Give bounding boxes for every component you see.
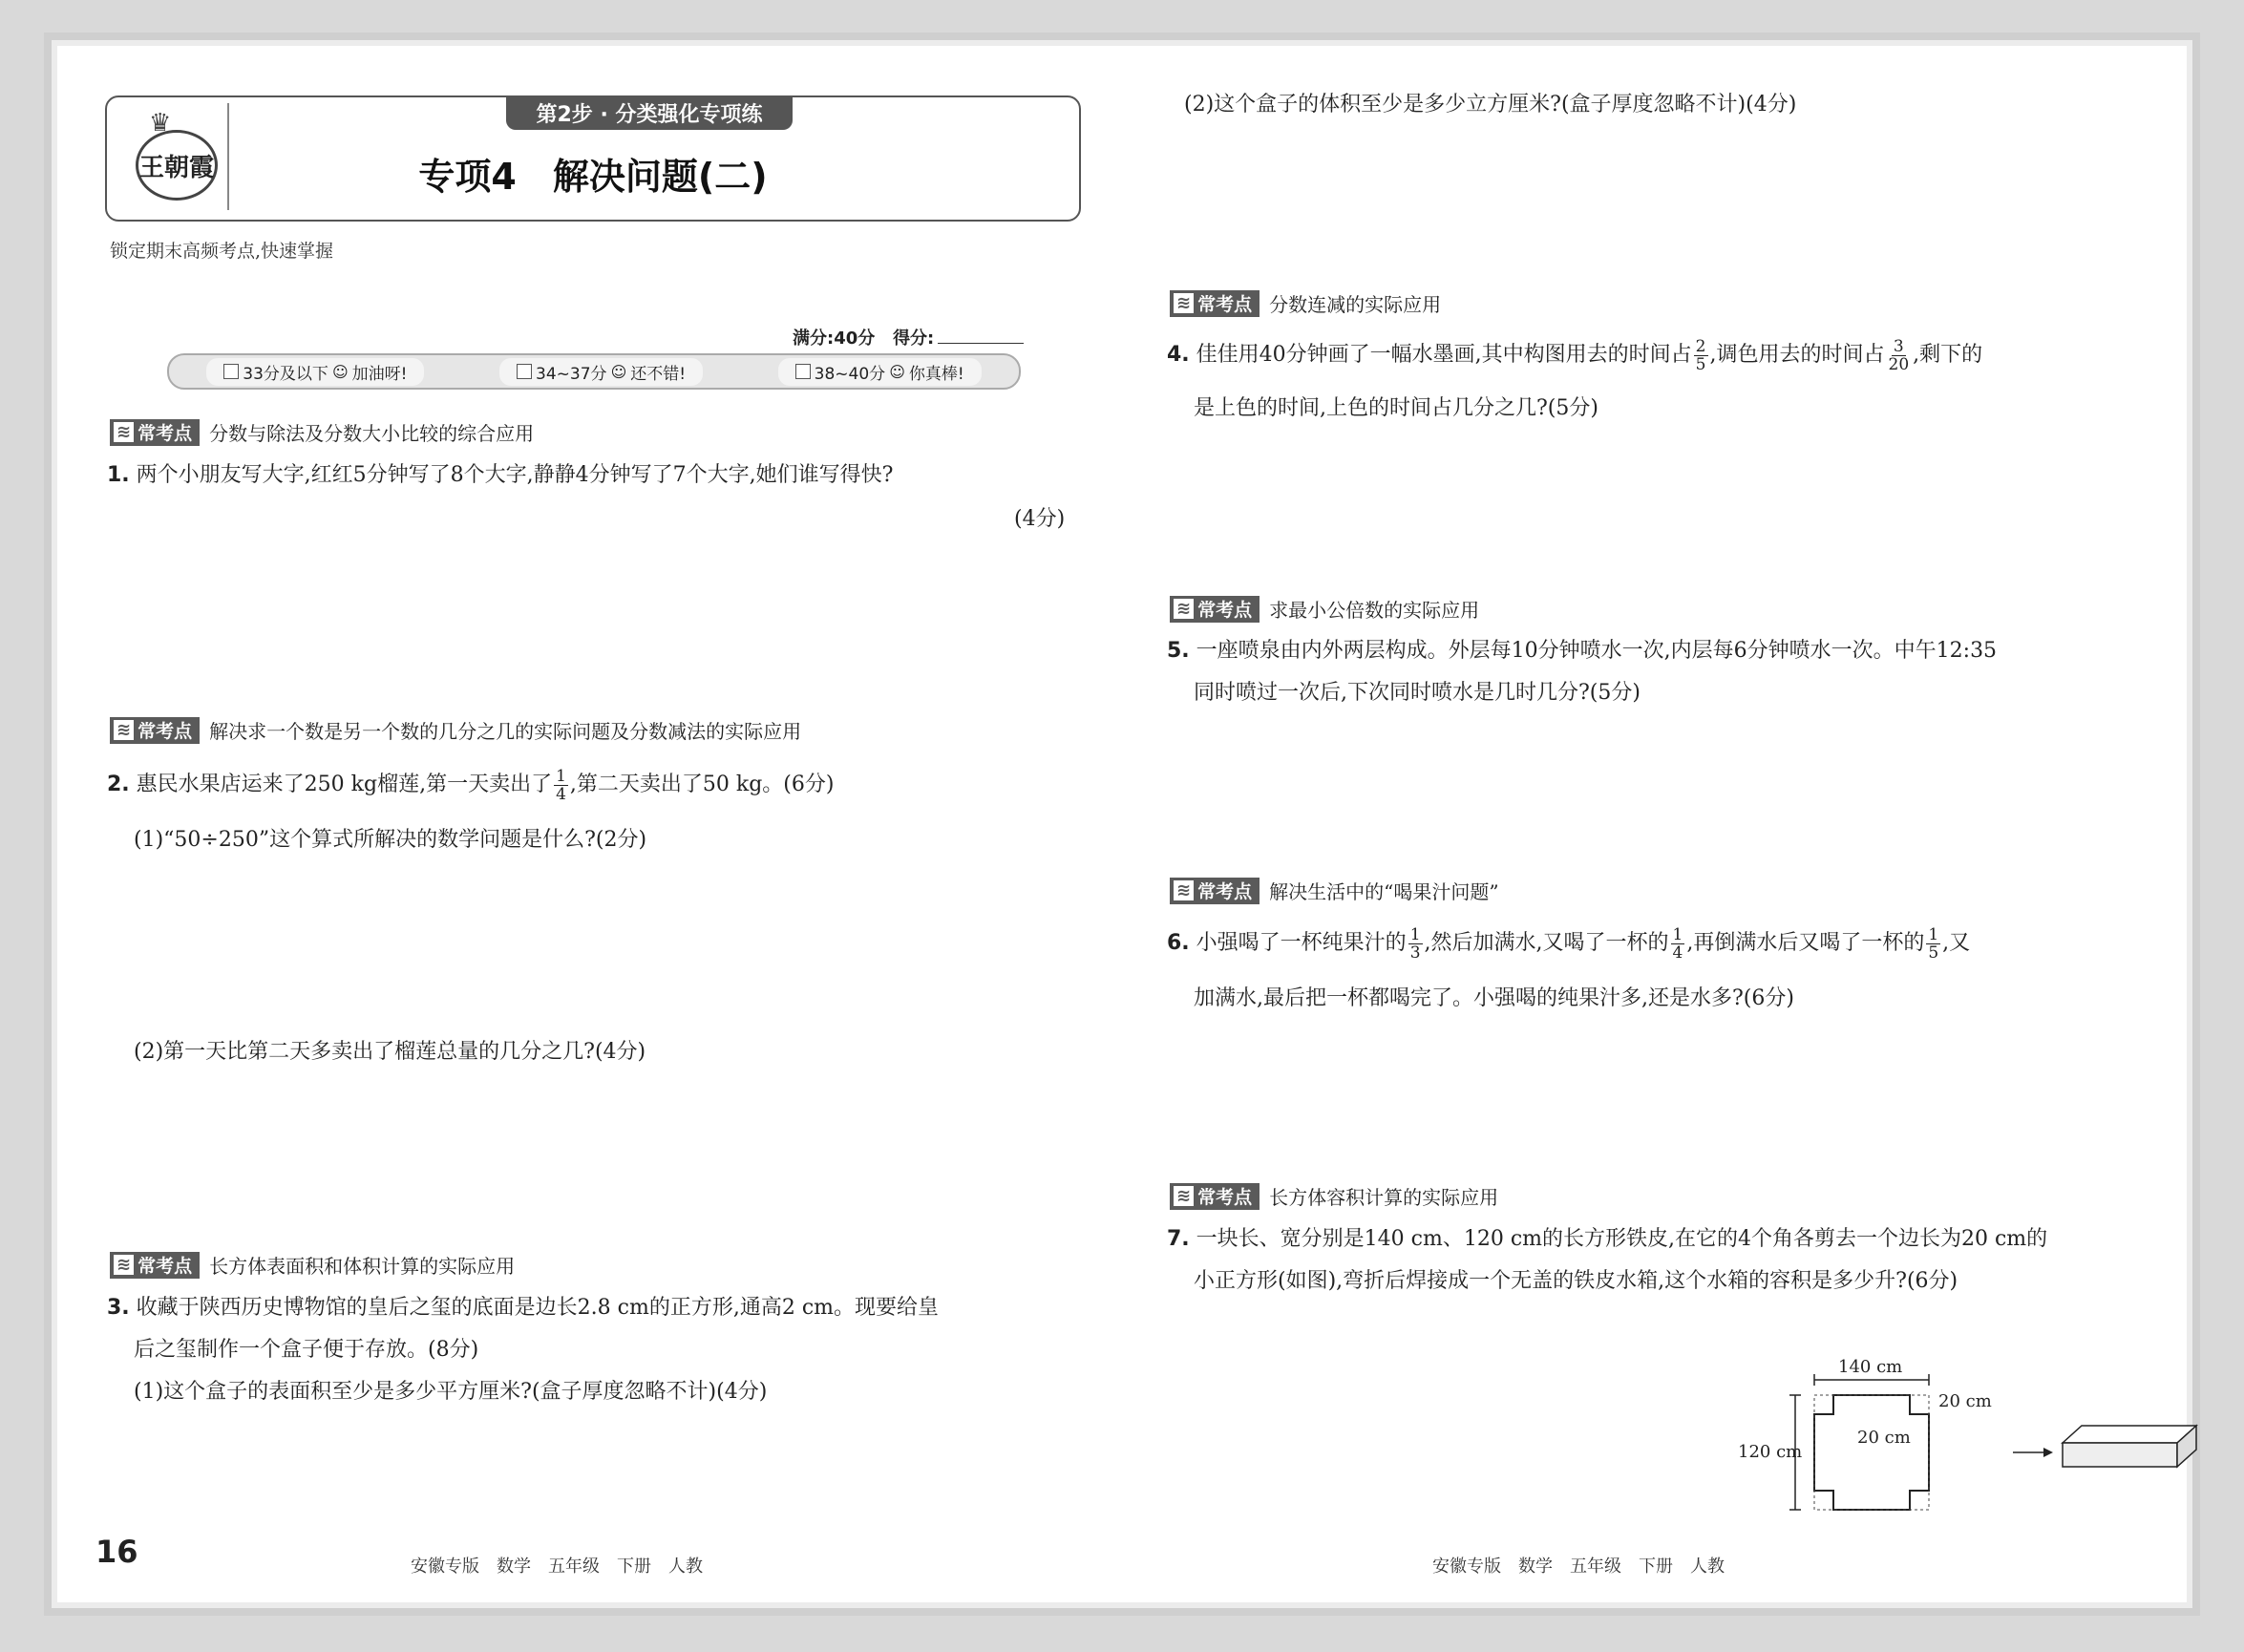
- rating-comment: 还不错!: [630, 364, 687, 384]
- score-line: [793, 325, 1024, 349]
- question-7-line-2: 小正方形(如图),弯折后焊接成一个无盖的铁皮水箱,这个水箱的容积是多少升?(6分): [1194, 1269, 1958, 1293]
- rating-item[interactable]: [778, 358, 982, 386]
- rating-item[interactable]: [206, 358, 424, 386]
- question-2-part-1: (1)“50÷250”这个算式所解决的数学问题是什么?(2分): [134, 828, 647, 852]
- metal-sheet: [1738, 1357, 1992, 1510]
- topic-tag: [110, 716, 801, 744]
- waves-icon: ≋: [114, 720, 134, 740]
- question-3-line-2: 后之玺制作一个盒子便于存放。(8分): [134, 1338, 479, 1362]
- question-text: 惠民水果店运来了250 kg榴莲,第一天卖出了: [136, 773, 553, 796]
- topic-tag: [1170, 877, 1499, 904]
- question-7: [1167, 1218, 2047, 1260]
- width-label: 120 cm: [1738, 1442, 1803, 1462]
- question-5-line-2: 同时喷过一次后,下次同时喷水是几时几分?(5分): [1194, 681, 1641, 705]
- tagline: 锁定期末高频考点,快速掌握: [110, 241, 334, 262]
- fraction: $\frac{3}{20}$: [1888, 336, 1910, 374]
- topic-badge: ≋ 常考点: [1170, 290, 1260, 317]
- topic-text: 长方体表面积和体积计算的实际应用: [209, 1255, 516, 1278]
- topic-tag: [1170, 289, 1441, 317]
- length-label: 140 cm: [1838, 1357, 1903, 1377]
- topic-text: 解决求一个数是另一个数的几分之几的实际问题及分数减法的实际应用: [209, 720, 802, 743]
- question-text: ,再倒满水后又喝了一杯的: [1686, 931, 1925, 955]
- step-tab: 第2步 · 分类强化专项练: [506, 95, 793, 130]
- question-2: [107, 764, 834, 806]
- fraction: $\frac{2}{5}$: [1695, 336, 1706, 374]
- topic-text: 长方体容积计算的实际应用: [1269, 1186, 1499, 1209]
- corner-label-outer: 20 cm: [1938, 1391, 1992, 1411]
- left-page: [57, 46, 1089, 1602]
- question-text: 一块长、宽分别是140 cm、120 cm的长方形铁皮,在它的4个角各剪去一个边长为20 cm的: [1196, 1227, 2048, 1251]
- question-1: [107, 455, 893, 497]
- question-2-part-2: (2)第一天比第二天多卖出了榴莲总量的几分之几?(4分): [134, 1040, 646, 1064]
- waves-icon: ≋: [1174, 1186, 1194, 1206]
- logo-seal: 王朝霞: [136, 130, 218, 201]
- rating-label: 38~40分: [814, 364, 886, 384]
- topic-text: 解决生活中的“喝果汁问题”: [1269, 880, 1499, 903]
- rating-item[interactable]: [499, 358, 703, 386]
- fraction: $\frac{1}{4}$: [556, 766, 566, 804]
- topic-badge: ≋ 常考点: [110, 1252, 200, 1279]
- sheet-metal-diagram: [1738, 1357, 2215, 1514]
- topic-badge: ≋ 常考点: [1170, 596, 1260, 623]
- rating-comment: 你真棒!: [908, 364, 964, 384]
- question-text: ,第二天卖出了50 kg。(6分): [569, 773, 835, 796]
- workbook-spread: [57, 46, 2187, 1602]
- footer-left: 安徽专版 数学 五年级 下册 人教: [411, 1557, 703, 1577]
- question-6-line-2: 加满水,最后把一杯都喝完了。小强喝的纯果汁多,还是水多?(6分): [1194, 986, 1794, 1010]
- score-blank[interactable]: [938, 343, 1024, 344]
- smiley-icon: ☺: [889, 362, 905, 381]
- waves-icon: ≋: [114, 1255, 134, 1275]
- topic-text: 分数连减的实际应用: [1269, 293, 1442, 316]
- sheet-outline: [1814, 1395, 1929, 1510]
- rating-label: 33分及以下: [243, 364, 328, 384]
- question-number: 4.: [1167, 343, 1190, 367]
- page-title: 专项4 解决问题(二): [418, 156, 768, 198]
- question-text: ,调色用去的时间占: [1709, 343, 1885, 367]
- waves-icon: ≋: [1174, 880, 1194, 900]
- question-3: [107, 1287, 939, 1329]
- question-text: 收藏于陕西历史博物馆的皇后之玺的底面是边长2.8 cm的正方形,通高2 cm。现要给皇: [136, 1296, 940, 1320]
- fraction: $\frac{1}{3}$: [1409, 924, 1421, 963]
- corner-label-inner: 20 cm: [1857, 1428, 1911, 1448]
- question-text: 两个小朋友写大字,红红5分钟写了8个大字,静静4分钟写了7个大字,她们谁写得快?: [136, 463, 894, 487]
- fraction: $\frac{1}{4}$: [1672, 924, 1683, 963]
- question-3-part-1: (1)这个盒子的表面积至少是多少平方厘米?(盒子厚度忽略不计)(4分): [134, 1380, 768, 1404]
- topic-tag: [110, 1251, 515, 1279]
- topic-badge: ≋ 常考点: [1170, 1183, 1260, 1210]
- question-number: 6.: [1167, 931, 1190, 955]
- topic-text: 分数与除法及分数大小比较的综合应用: [209, 422, 535, 445]
- question-points: (4分): [1014, 507, 1066, 531]
- open-box-sketch: [2063, 1426, 2196, 1467]
- section-header: [105, 95, 1081, 222]
- topic-text: 求最小公倍数的实际应用: [1269, 599, 1480, 622]
- checkbox[interactable]: [795, 364, 811, 379]
- question-6: [1167, 922, 1970, 964]
- checkbox[interactable]: [517, 364, 532, 379]
- question-text: 佳佳用40分钟画了一幅水墨画,其中构图用去的时间占: [1196, 343, 1692, 367]
- page-number: 16: [95, 1534, 138, 1570]
- question-number: 2.: [107, 773, 130, 796]
- question-number: 5.: [1167, 639, 1190, 663]
- arrow: [2013, 1448, 2053, 1457]
- waves-icon: ≋: [1174, 293, 1194, 313]
- question-number: 7.: [1167, 1227, 1190, 1251]
- rating-label: 34~37分: [536, 364, 607, 384]
- question-number: 1.: [107, 463, 130, 487]
- checkbox[interactable]: [223, 364, 239, 379]
- got-score-label: 得分:: [893, 328, 935, 349]
- waves-icon: ≋: [1174, 599, 1194, 619]
- question-text: ,剩下的: [1913, 343, 1983, 367]
- waves-icon: ≋: [114, 422, 134, 442]
- topic-badge: ≋ 常考点: [110, 419, 200, 446]
- question-text: 一座喷泉由内外两层构成。外层每10分钟喷水一次,内层每6分钟喷水一次。中午12:35: [1196, 639, 1998, 663]
- question-4: [1167, 334, 1982, 376]
- smiley-icon: ☺: [610, 362, 627, 381]
- question-text: ,又: [1942, 931, 1971, 955]
- crown-icon: ♛: [149, 109, 172, 138]
- question-4-line-2: 是上色的时间,上色的时间占几分之几?(5分): [1194, 396, 1598, 420]
- question-number: 3.: [107, 1296, 130, 1320]
- topic-tag: [110, 418, 534, 446]
- footer-right: 安徽专版 数学 五年级 下册 人教: [1432, 1557, 1725, 1577]
- topic-tag: [1170, 595, 1479, 623]
- fraction: $\frac{1}{5}$: [1928, 924, 1939, 963]
- rating-bar: [167, 353, 1021, 390]
- topic-tag: [1170, 1182, 1498, 1210]
- topic-badge: ≋ 常考点: [110, 717, 200, 744]
- full-score: 满分:40分: [793, 328, 876, 349]
- rating-comment: 加油呀!: [351, 364, 408, 384]
- question-text: ,然后加满水,又喝了一杯的: [1424, 931, 1669, 955]
- question-text: 小强喝了一杯纯果汁的: [1196, 931, 1407, 955]
- topic-badge: ≋ 常考点: [1170, 878, 1260, 904]
- smiley-icon: ☺: [331, 362, 349, 381]
- question-5: [1167, 630, 1997, 672]
- question-3-part-2: (2)这个盒子的体积至少是多少立方厘米?(盒子厚度忽略不计)(4分): [1184, 93, 1797, 116]
